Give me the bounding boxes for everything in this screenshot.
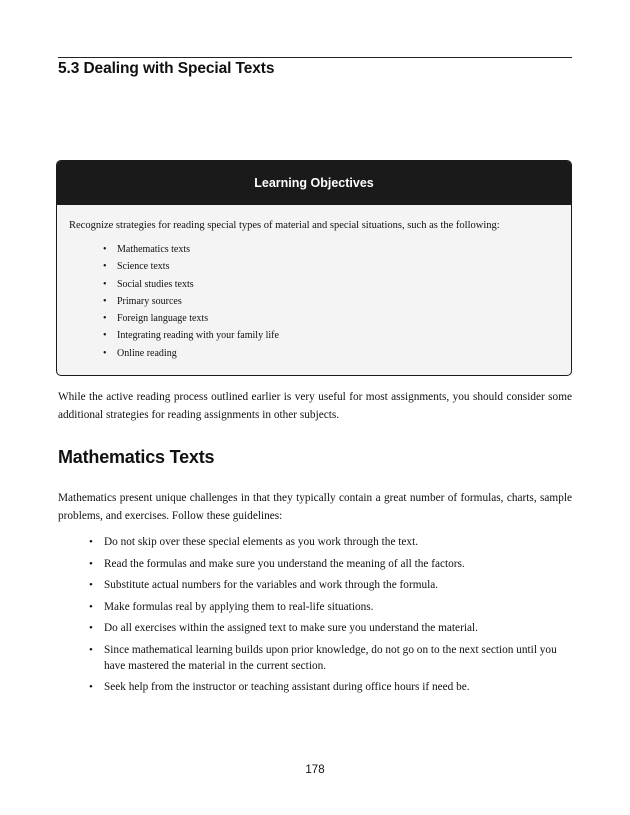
list-item: • Substitute actual numbers for the variables and work through the formula.	[86, 577, 572, 593]
list-item: • Do all exercises within the assigned text to make sure you understand the material.	[86, 620, 572, 636]
list-item: • Online reading	[103, 345, 571, 362]
learning-objectives-intro: Recognize strategies for reading special types of material and special situations, such as the following:	[69, 220, 500, 231]
list-item: • Foreign language texts	[103, 310, 571, 327]
mathematics-guidelines-list	[86, 534, 572, 701]
list-item: • Read the formulas and make sure you understand the meaning of all the factors.	[86, 556, 572, 572]
intro-paragraph: While the active reading process outlined earlier is very useful for most assignments, you should consider some additional strategies for reading assignments in other subjects.	[58, 391, 572, 421]
learning-objectives-list	[57, 241, 571, 362]
list-item: • Integrating reading with your family life	[103, 327, 571, 344]
list-item: • Mathematics texts	[103, 241, 571, 258]
top-rule	[58, 57, 572, 58]
list-item: • Science texts	[103, 258, 571, 275]
mathematics-paragraph: Mathematics present unique challenges in that they typically contain a great number of formulas, charts, sample problems, and exercises. Follow these guidelines:	[58, 492, 572, 522]
learning-objectives-box	[56, 160, 572, 376]
list-item: • Do not skip over these special elements as you work through the text.	[86, 534, 572, 550]
section-title: 5.3 Dealing with Special Texts	[58, 60, 275, 77]
list-item: • Since mathematical learning builds upon prior knowledge, do not go on to the next section until you have mastered the material in the current section.	[86, 642, 572, 674]
list-item: • Seek help from the instructor or teaching assistant during office hours if need be.	[86, 679, 572, 695]
learning-objectives-header: Learning Objectives	[57, 161, 571, 205]
list-item: • Social studies texts	[103, 276, 571, 293]
mathematics-heading: Mathematics Texts	[58, 447, 215, 467]
list-item: • Make formulas real by applying them to real-life situations.	[86, 599, 572, 615]
list-item: • Primary sources	[103, 293, 571, 310]
page-number: 178	[305, 764, 325, 776]
